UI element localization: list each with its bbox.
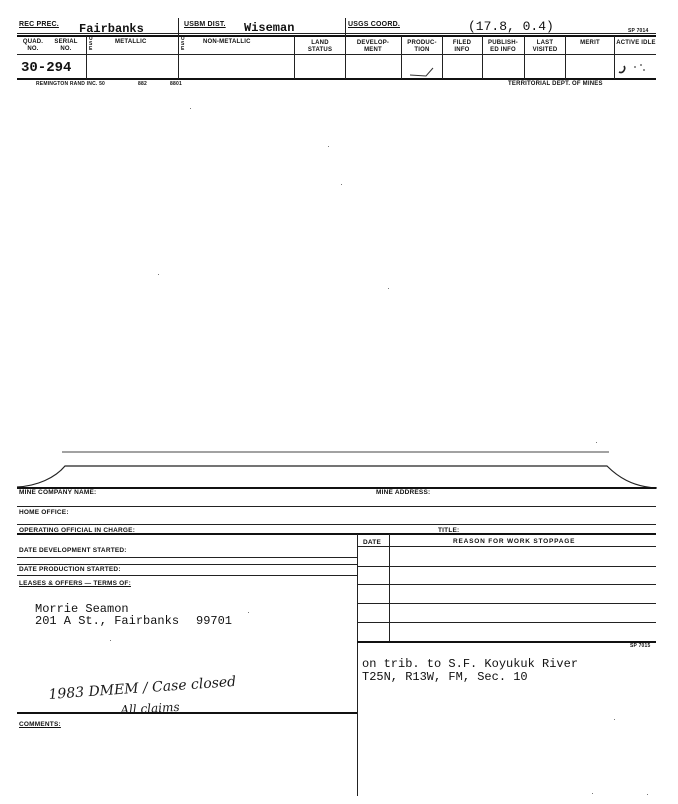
date-dev-started-label: DATE DEVELOPMENT STARTED: bbox=[19, 547, 127, 554]
divider bbox=[357, 566, 656, 567]
col-nonmetallic-use: U S E bbox=[181, 36, 185, 52]
scan-speck bbox=[614, 719, 615, 720]
divider bbox=[442, 36, 443, 79]
col-metallic: METALLIC bbox=[115, 39, 147, 45]
divider bbox=[17, 533, 656, 535]
mine-company-name-label: MINE COMPANY NAME: bbox=[19, 489, 97, 496]
department-label: TERRITORIAL DEPT. OF MINES bbox=[508, 81, 603, 87]
col-filed-info: FILED INFO bbox=[452, 40, 472, 53]
rec-prec-label: REC PREC. bbox=[19, 21, 59, 28]
divider bbox=[345, 18, 346, 79]
scan-speck bbox=[647, 794, 648, 795]
divider bbox=[482, 36, 483, 79]
printer-code: 8801 bbox=[170, 81, 182, 87]
quad-serial-value: 30-294 bbox=[21, 60, 72, 76]
owner-address: 201 A St., Fairbanks bbox=[35, 614, 180, 628]
title-label: TITLE: bbox=[438, 527, 460, 534]
col-land-status: LAND STATUS bbox=[307, 40, 333, 53]
date-prod-started-label: DATE PRODUCTION STARTED: bbox=[19, 566, 121, 573]
scan-speck bbox=[592, 793, 593, 794]
divider bbox=[17, 78, 656, 80]
handwritten-note-1: 1983 DMEM / Case closed bbox=[48, 673, 237, 703]
divider bbox=[17, 506, 656, 507]
operating-official-label: OPERATING OFFICIAL IN CHARGE: bbox=[19, 527, 136, 534]
scan-speck bbox=[190, 108, 191, 109]
divider bbox=[17, 524, 656, 525]
leases-label: LEASES & OFFERS — TERMS OF: bbox=[19, 580, 131, 587]
divider bbox=[17, 712, 357, 714]
printer-line: REMINGTON RAND INC. 50 bbox=[36, 81, 106, 87]
divider bbox=[357, 584, 656, 585]
location-line-2: T25N, R13W, FM, Sec. 10 bbox=[362, 670, 528, 684]
divider bbox=[565, 36, 566, 79]
usbm-dist-value: Wiseman bbox=[244, 21, 295, 35]
col-merit: MERIT bbox=[580, 40, 600, 46]
mine-address-label: MINE ADDRESS: bbox=[376, 489, 431, 496]
reason-col-label: REASON FOR WORK STOPPAGE bbox=[453, 538, 576, 545]
divider bbox=[17, 33, 656, 34]
date-col-label: DATE bbox=[363, 539, 382, 546]
divider bbox=[17, 564, 357, 565]
scan-speck bbox=[110, 640, 111, 641]
divider bbox=[17, 35, 656, 37]
scan-speck bbox=[388, 288, 389, 289]
form-number: SP 7014 bbox=[628, 28, 649, 34]
col-nonmetallic: NON-METALLIC bbox=[203, 39, 251, 45]
divider bbox=[357, 641, 656, 643]
col-production: PRODUC- TION bbox=[407, 40, 437, 53]
owner-name: Morrie Seamon bbox=[35, 602, 129, 616]
check-mark-icon bbox=[408, 64, 436, 78]
divider bbox=[524, 36, 525, 79]
scan-speck bbox=[328, 146, 329, 147]
form-number-2: SP 7015 bbox=[630, 643, 651, 649]
divider bbox=[389, 534, 390, 642]
divider bbox=[294, 36, 295, 79]
home-office-label: HOME OFFICE: bbox=[19, 509, 69, 516]
divider bbox=[17, 54, 656, 55]
usgs-coord-value: (17.8, 0.4) bbox=[468, 19, 554, 34]
owner-zip: 99701 bbox=[196, 614, 233, 628]
divider bbox=[357, 546, 656, 547]
rec-prec-value: Fairbanks bbox=[79, 22, 144, 36]
scan-speck bbox=[248, 612, 249, 613]
handwritten-note-2: All claims bbox=[120, 699, 180, 717]
col-quad-no: QUAD. NO. bbox=[22, 39, 44, 52]
divider bbox=[357, 534, 358, 796]
col-serial-no: SERIAL NO. bbox=[54, 39, 78, 52]
divider bbox=[17, 557, 357, 558]
divider bbox=[86, 36, 87, 79]
usgs-coord-label: USGS COORD. bbox=[348, 21, 400, 28]
comments-label: COMMENTS: bbox=[19, 721, 61, 728]
divider bbox=[357, 622, 656, 623]
divider bbox=[401, 36, 402, 79]
divider bbox=[17, 487, 656, 489]
col-development: DEVELOP- MENT bbox=[356, 40, 390, 53]
usbm-dist-label: USBM DIST. bbox=[184, 21, 226, 28]
col-metallic-use: U S E bbox=[89, 36, 93, 52]
idle-mark-icon bbox=[613, 58, 653, 78]
scan-speck bbox=[341, 184, 342, 185]
scan-speck bbox=[596, 442, 597, 443]
location-line-1: on trib. to S.F. Koyukuk River bbox=[362, 657, 579, 671]
divider bbox=[17, 575, 357, 576]
col-last-visited: LAST VISITED bbox=[532, 40, 558, 53]
printer-code: 882 bbox=[138, 81, 147, 87]
col-published-info: PUBLISH- ED INFO bbox=[488, 40, 518, 53]
divider bbox=[357, 603, 656, 604]
col-active-idle: ACTIVE IDLE bbox=[616, 40, 656, 46]
scan-speck bbox=[158, 274, 159, 275]
divider bbox=[178, 18, 179, 79]
